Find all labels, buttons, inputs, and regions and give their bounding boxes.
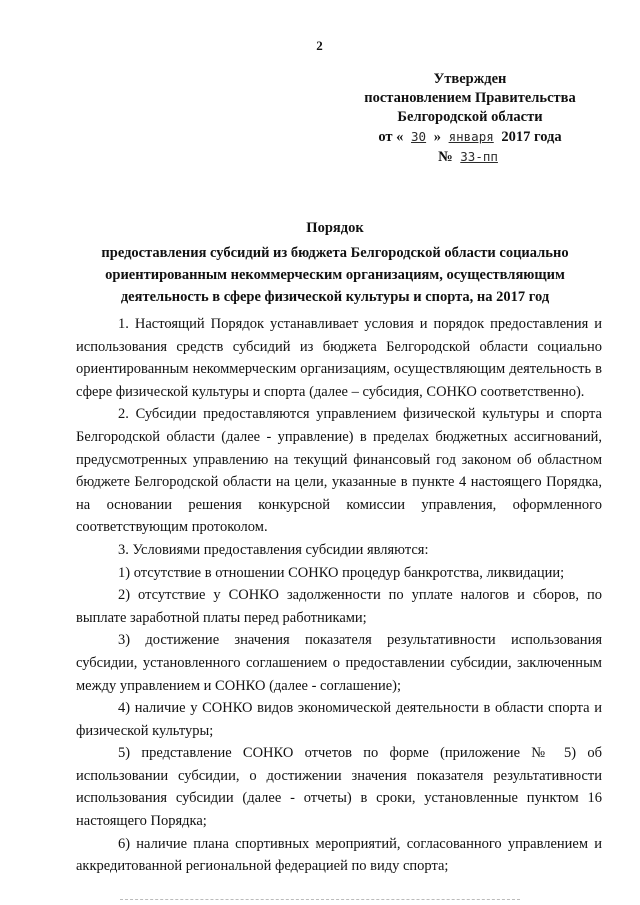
paragraph: 3) достижение значения показателя результативности использования субсидии, установленного соглашением о предоставлении субсидии, заключенным между управлением и СОНКО (далее - соглашение); bbox=[76, 632, 602, 694]
approval-line-1: Утвержден bbox=[433, 71, 507, 87]
paragraph: 6) наличие плана спортивных мероприятий, согласованного управлением и аккредитованной региональной федерацией по виду спорта; bbox=[76, 835, 602, 875]
title-line-2: ориентированным некоммерческим организациям, осуществляющим bbox=[105, 267, 565, 283]
approval-date bbox=[350, 127, 590, 147]
title-line-1: предоставления субсидий из бюджета Белгородской области социально bbox=[101, 245, 569, 261]
approval-date-month: января bbox=[448, 129, 494, 144]
paragraph: 2) отсутствие у СОНКО задолженности по уплате налогов и сборов, по выплате заработной платы перед работниками; bbox=[76, 587, 602, 626]
document-title bbox=[70, 217, 600, 308]
paragraph: 2. Субсидии предоставляются управлением физической культуры и спорта Белгородской области (далее - управление) в пределах бюджетных ассигнований, предусмотренных управлению на текущий финансовый год законом об областном бюджете Белгородской области на цели, указанные в пункте 4 настоящего Порядка, на основании решения конкурсной комиссии управления, оформленного соответствующим протоколом. bbox=[76, 406, 602, 536]
paragraph: 4) наличие у СОНКО видов экономической деятельности в области спорта и физической культуры; bbox=[76, 700, 602, 739]
page-number: 2 bbox=[316, 38, 324, 53]
approval-date-year: 2017 года bbox=[501, 129, 562, 145]
page-bottom-divider bbox=[120, 899, 520, 901]
paragraph: 1. Настоящий Порядок устанавливает условия и порядок предоставления и использования средств субсидий из бюджета Белгородской области социально ориентированным некоммерческим организациям, осуществляющим деятельность в сфере физической культуры и спорта (далее – субсидия, СОНКО соответственно). bbox=[76, 316, 602, 400]
approval-line-2: постановлением Правительства bbox=[364, 90, 576, 106]
approval-number-value: 33-пп bbox=[460, 149, 498, 164]
approval-date-day: 30 bbox=[411, 129, 427, 144]
title-line-3: деятельность в сфере физической культуры и спорта, на 2017 год bbox=[120, 289, 550, 305]
document-body bbox=[76, 313, 602, 878]
approval-line-3: Белгородской области bbox=[397, 109, 543, 125]
paragraph: 5) представление СОНКО отчетов по форме (приложение № 5) об использовании субсидии, о достижении значения показателя результативности использования субсидии (далее - отчеты) в сроки, установленные пунктом 16 настоящего Порядка; bbox=[76, 745, 602, 830]
title-heading: Порядок bbox=[306, 220, 364, 236]
approval-number-prefix: № bbox=[438, 149, 453, 165]
paragraph: 1) отсутствие в отношении СОНКО процедур банкротства, ликвидации; bbox=[118, 564, 565, 581]
approval-date-mid: » bbox=[433, 129, 441, 145]
paragraph: 3. Условиями предоставления субсидии являются: bbox=[118, 541, 429, 558]
approval-number bbox=[350, 147, 590, 167]
approval-stamp bbox=[350, 70, 590, 167]
approval-date-prefix: от « bbox=[378, 129, 404, 145]
